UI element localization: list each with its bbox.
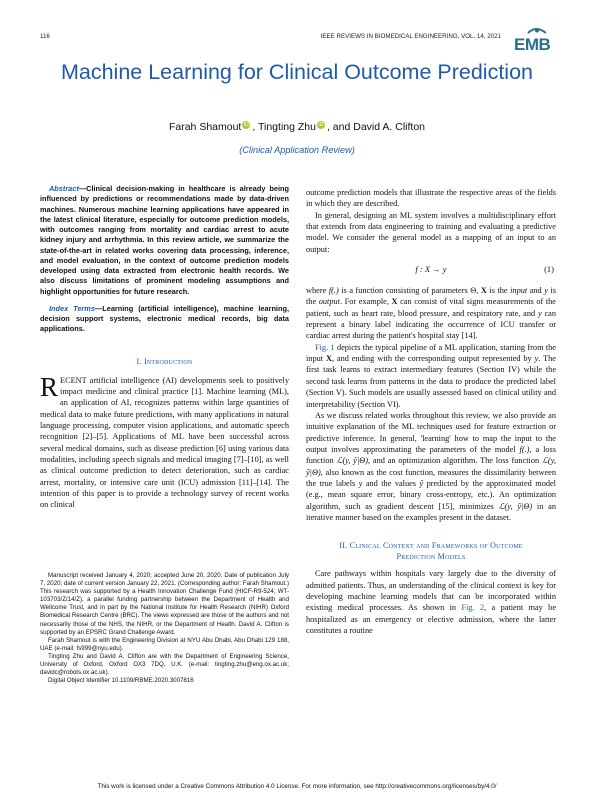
footnote-manuscript: Manuscript received January 4, 2020; accepted June 20, 2020. Date of publication July 7, 2020; date of current version January 22, 2021. (Corresponding author: Farah Shamout.) This research was supported by a Health Innovation Challenge Fund (HICF-R9-524; WT-103703/Z/14/Z), a parallel funding partnership between the Department of Health and Wellcome Trust, and in part by the National Institute for Health Research (NIHR) Oxford Biomedical Research Centre (BRC). The views expressed are those of the authors and not necessarily those of the NHS, the NIHR, or the Department of Health. David A. Clifton is supported by an EPSRC Grand Challenge Award. (40, 572, 289, 636)
drop-cap: R (40, 371, 59, 402)
article-type: (Clinical Application Review) (239, 145, 355, 155)
introduction-text (40, 371, 289, 511)
footnotes (40, 572, 289, 685)
section-heading-introduction: I. Introduction (136, 356, 193, 366)
emb-logo-text: EMB (514, 35, 551, 54)
equation-1 (306, 255, 556, 285)
footnote-affiliation-2: Tingting Zhu and David A. Clifton are with the Department of Engineering Science, University of Oxford, Oxford OX3 7DQ, U.K. (e-mail: tingting.zhu@eng.ox.ac.uk; davidc@robots.ox.ac.uk). (40, 652, 289, 677)
index-terms-label: Index Terms (49, 303, 95, 313)
author-2: , Tingting Zhu (252, 121, 316, 133)
orcid-icon[interactable]: iD (243, 122, 249, 128)
section-heading-clinical-context: II. Clinical Context and Frameworks of Outcome Prediction Models (339, 541, 523, 562)
right-paragraph-0: outcome prediction models that illustrate the respective areas of the fields in which they are described. (306, 188, 556, 209)
left-column (40, 184, 289, 511)
right-paragraph-2: where f(.) is a function consisting of parameters Θ, X is the input and y is the output. For example, X can consist of vital signs measurements of the patient, such as heart rate, blood pressure, and respiratory rate, and y can represent a binary label indicating the occurrence of ICU transfer or cardiac arrest during the patient's hospital stay [14]. (306, 286, 556, 341)
author-line (40, 121, 554, 133)
intro-paragraph: ECENT artificial intelligence (AI) developments seek to positively impact medicine and clinical practice [1]. Machine learning (ML), an application of AI, recognizes patterns within large quantities of medical data to make future predictions, with many applications in natural language processing, computer vision applications, and automatic speech recognition [2]–[5]. Applications of ML have been successful across several medical domains, such as disease prediction [6] using various data modalities, including speech signals and medical imaging [7]–[10], as well as clinical outcome prediction to detect deterioration, such as cardiac arrest, mortality, or intensive care unit (ICU) admission [11]–[14]. The intention of this paper is to provide a technology survey of recent works on clinical (40, 375, 289, 510)
footnote-doi: Digital Object Identifier 10.1109/RBME.2020.3007816 (48, 677, 194, 685)
license-notice: This work is licensed under a Creative Commons Attribution 4.0 License. For more information, see http://creativecommons.org/licenses/by/4.0/ (97, 783, 497, 790)
right-paragraph-1: In general, designing an ML system involves a multidisciplinary effort that extends from data engineering to training and evaluating a predictive model. We consider the general model as a mapping of an input to an output: (306, 210, 556, 254)
equation-number: (1) (544, 264, 554, 275)
abstract (40, 184, 289, 297)
right-column (306, 187, 556, 636)
author-1: Farah Shamout (168, 121, 242, 133)
fig1-link[interactable]: Fig. 1 (315, 342, 335, 352)
right-paragraph-4: As we discuss related works throughout this review, we also provide an intuitive explanation of the ML techniques used for feature extraction or predictive inference. In general, 'learning' how to map the input to the output involves approximating the parameters of the model f(.), a loss function ℒ(y, ŷ|Θ), and an optimization algorithm. The loss function ℒ(y, ŷ|Θ), also known as the cost function, measures the dissimilarity between the true labels y and the values ŷ predicted by the approximated model (e.g., mean square error, binary cross-entropy, etc.). An optimization algorithm, such as gradient descent [15], minimizes ℒ(y, ŷ|Θ) in an iterative manner based on the examples present in the dataset. (306, 410, 557, 522)
abstract-label: Abstract (49, 184, 79, 193)
paper-title: Machine Learning for Clinical Outcome Prediction (60, 60, 534, 84)
index-terms-text: —Learning (artificial intelligence), machine learning, decision support systems, electronic medical records, big data applications. (40, 303, 289, 334)
right-paragraph-3: Fig. 1 depicts the typical pipeline of a ML application, starting from the input X, and ending with the corresponding output represented by y. The first task learns to extract intermediary features (Section IV) while the second task learns from patterns in the data to produce the predicted label (Section V). Such models are usually assessed based on clinical utility and interpretability (Section VI). (306, 342, 556, 409)
emb-logo (512, 27, 560, 57)
page-number: 116 (40, 33, 50, 40)
fig2-link[interactable]: Fig. 2 (461, 603, 485, 613)
orcid-icon[interactable]: iD (318, 122, 324, 128)
abstract-text: —Clinical decision-making in healthcare is already being influenced by predictions or recommendations made by data-driven machines. Numerous machine learning applications have appeared in the latest clinical literature, especially for outcome prediction models, with outcomes ranging from mortality and cardiac arrest to acute kidney injury and arrhythmia. In this review article, we summarize the state-of-the-art in related works covering data processing, inference, and model evaluation, in the context of outcome prediction models developed using data extracted from electronic health records. We also discuss limitations of prominent modeling assumptions and highlight opportunities for future research. (40, 184, 289, 296)
running-header: IEEE REVIEWS IN BIOMEDICAL ENGINEERING, VOL. 14, 2021 (320, 33, 501, 40)
equation-body: f : X → y (415, 264, 447, 275)
index-terms (40, 304, 289, 335)
section2-paragraph-1: Care pathways within hospitals vary largely due to the diversity of admitted patients. Thus, an understanding of the clinical context is key for developing machine learning models that can be incorporated within existing medical processes. As shown in Fig. 2, a patient may be hospitalized as an emergency or elective admission, where the latter constitutes a routine (306, 569, 556, 635)
footnote-affiliation-1: Farah Shamout is with the Engineering Division at NYU Abu Dhabi, Abu Dhabi 129 188, UAE (e-mail: fs999@nyu.edu). (40, 636, 289, 652)
author-3: , and David A. Clifton (326, 121, 426, 133)
